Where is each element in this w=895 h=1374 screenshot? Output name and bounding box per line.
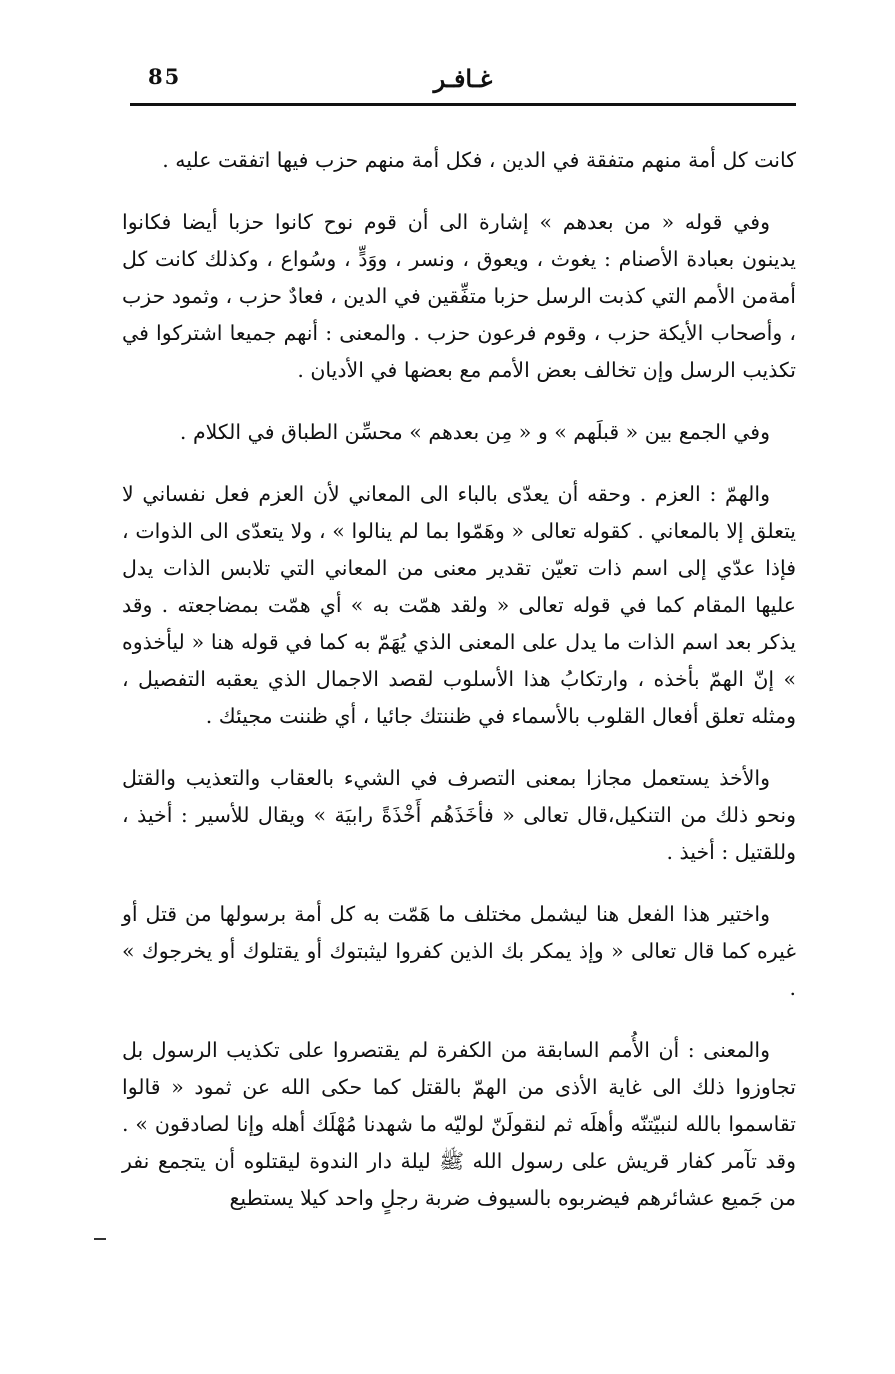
paragraph: وفي قوله « من بعدهم » إشارة الى أن قوم نوح كانوا حزبا أيضا فكانوا يدينون بعبادة الأصنام : يغوث ، ويعوق ، ونسر ، ووَدٍّ ، وسُواع ، وكذلك كانت كل أمةمن الأمم التي كذبت الرسل حزبا متفِّقين في الدين ، فعادٌ حزب ، وثمود حزب ، وأصحاب الأيكة حزب ، وقوم فرعون حزب . والمعنى : أنهم جميعا اشتركوا في تكذيب الرسل وإن تخالف بعض الأمم مع بعضها في الأديان .: [122, 210, 796, 382]
paragraph: والمعنى : أن الأُمم السابقة من الكفرة لم يقتصروا على تكذيب الرسول بل تجاوزوا ذلك الى غاية الأذى من الهمّ بالقتل كما حكى الله عن ثمود « قالوا تقاسموا بالله لنبيّتنّه وأهلَه ثم لنقولَنّ لوليّه ما شهدنا مُهْلَك أهله وإنا لصادقون » . وقد تآمر كفار قريش على رسول الله ﷺ ليلة دار الندوة ليقتلوه أن يتجمع نفر من جَميع عشائرهم فيضربوه بالسيوف ضربة رجلٍ واحد كيلا يستطيع: [122, 1038, 796, 1210]
paragraph: والهمّ : العزم . وحقه أن يعدّى بالباء الى المعاني لأن العزم فعل نفساني لا يتعلق إلا بالمعاني . كقوله تعالى « وهَمّوا بما لم ينالوا » ، ولا يتعدّى الى الذوات ، فإذا عدّي إلى اسم ذات تعيّن تقدير معنى من المعاني التي تلابس الذات يدل عليها المقام كما في قوله تعالى « ولقد همّت به » أي همّت بمضاجعته . وقد يذكر بعد اسم الذات ما يدل على المعنى الذي يُهَمّ به كما في قوله هنا « ليأخذوه » إنّ الهمّ بأخذه ، وارتكابُ هذا الأسلوب لقصد الاجمال الذي يعقبه التفصيل ، ومثله تعلق أفعال القلوب بالأسماء في ظننتك جائيا ، أي ظننت مجيئك .: [122, 482, 796, 728]
header-rule: [130, 103, 796, 106]
page-number: 85: [148, 64, 182, 89]
page-header: [130, 62, 796, 102]
paragraph: وفي الجمع بين « قبلَهم » و « مِن بعدهم » محسِّن الطباق في الكلام .: [179, 420, 770, 444]
paragraph: واختير هذا الفعل هنا ليشمل مختلف ما هَمّت به كل أمة برسولها من قتل أو غيره كما قال تعالى « وإذ يمكر بك الذين كفروا ليثبتوك أو يقتلوك أو يخرجوك » .: [122, 902, 796, 1000]
body-text: [122, 142, 796, 1217]
margin-mark: [94, 1238, 106, 1240]
paragraph: والأخذ يستعمل مجازا بمعنى التصرف في الشيء بالعقاب والتعذيب والقتل ونحو ذلك من التنكيل،قال تعالى « فأخَذَهُم أَخْذَةً رابيَة » ويقال للأسير : أخيذ ، وللقتيل : أخيذ .: [122, 766, 796, 864]
paragraph: كانت كل أمة منهم متفقة في الدين ، فكل أمة منهم حزب فيها اتفقت عليه .: [162, 148, 796, 172]
running-title: غـافـر: [433, 64, 493, 93]
